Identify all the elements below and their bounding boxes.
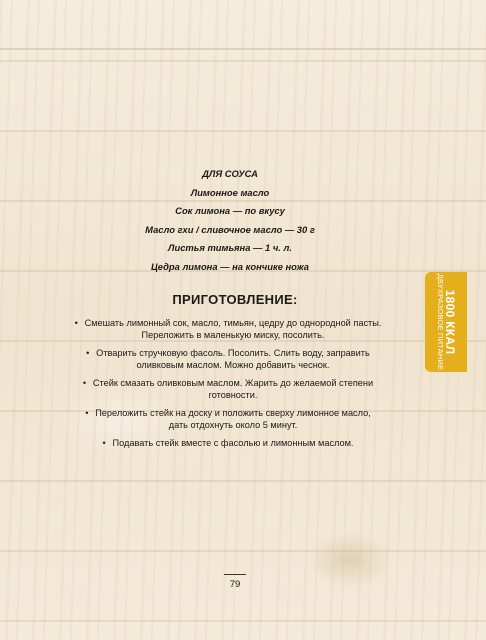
bullet-icon: •	[86, 348, 90, 358]
step-line: дать отдохнуть около 5 минут.	[168, 419, 298, 430]
ingredient-line: Масло гхи / сливочное масло — 30 г	[145, 223, 315, 235]
step-line: готовности.	[208, 389, 258, 400]
sauce-heading: ДЛЯ СОУСА	[202, 168, 258, 179]
side-tab-title: 1800 ККАЛ	[443, 289, 458, 355]
step-line: Отварить стручковую фасоль. Посолить. Слить воду, заправить	[96, 348, 370, 358]
step-item	[40, 438, 426, 450]
step-line: оливковым маслом. Можно добавить чеснок.	[136, 359, 330, 370]
step-item	[40, 378, 426, 401]
side-tab-label	[425, 272, 467, 372]
page-number-rule	[224, 574, 246, 575]
step-line: Стейк смазать оливковым маслом. Жарить до желаемой степени	[92, 378, 374, 388]
bullet-icon: •	[82, 378, 87, 388]
page-number: 79	[229, 579, 241, 590]
bullet-icon: •	[74, 318, 78, 328]
preparation-steps	[40, 318, 426, 457]
side-tab-subtitle: ДВУХРАЗОВОЕ ПИТАНИЕ	[435, 273, 445, 371]
chapter-side-tab	[425, 272, 467, 372]
bullet-icon: •	[85, 408, 89, 418]
step-item	[40, 318, 426, 341]
step-text	[102, 438, 354, 450]
step-text	[82, 378, 374, 401]
step-line: Переложить стейк на доску и положить сверху лимонное масло,	[95, 408, 371, 418]
sauce-ingredients	[60, 168, 400, 279]
step-text	[86, 348, 370, 371]
step-line: Смешать лимонный сок, масло, тимьян, цедру до однородной пасты.	[84, 318, 382, 328]
preparation-title: ПРИГОТОВЛЕНИЕ:	[172, 292, 298, 307]
ingredient-line: Цедра лимона — на кончике ножа	[150, 260, 310, 272]
step-line: Переложить в маленькую миску, посолить.	[141, 329, 325, 340]
step-item	[40, 408, 426, 431]
ingredient-line: Лимонное масло	[190, 186, 270, 198]
ingredient-line: Листья тимьяна — 1 ч. л.	[168, 242, 292, 253]
ingredient-line: Сок лимона — по вкусу	[175, 205, 285, 216]
step-item	[40, 348, 426, 371]
step-text	[85, 408, 371, 431]
step-line: Подавать стейк вместе с фасолью и лимонным маслом.	[112, 438, 354, 448]
step-text	[74, 318, 382, 341]
bullet-icon: •	[102, 438, 106, 448]
